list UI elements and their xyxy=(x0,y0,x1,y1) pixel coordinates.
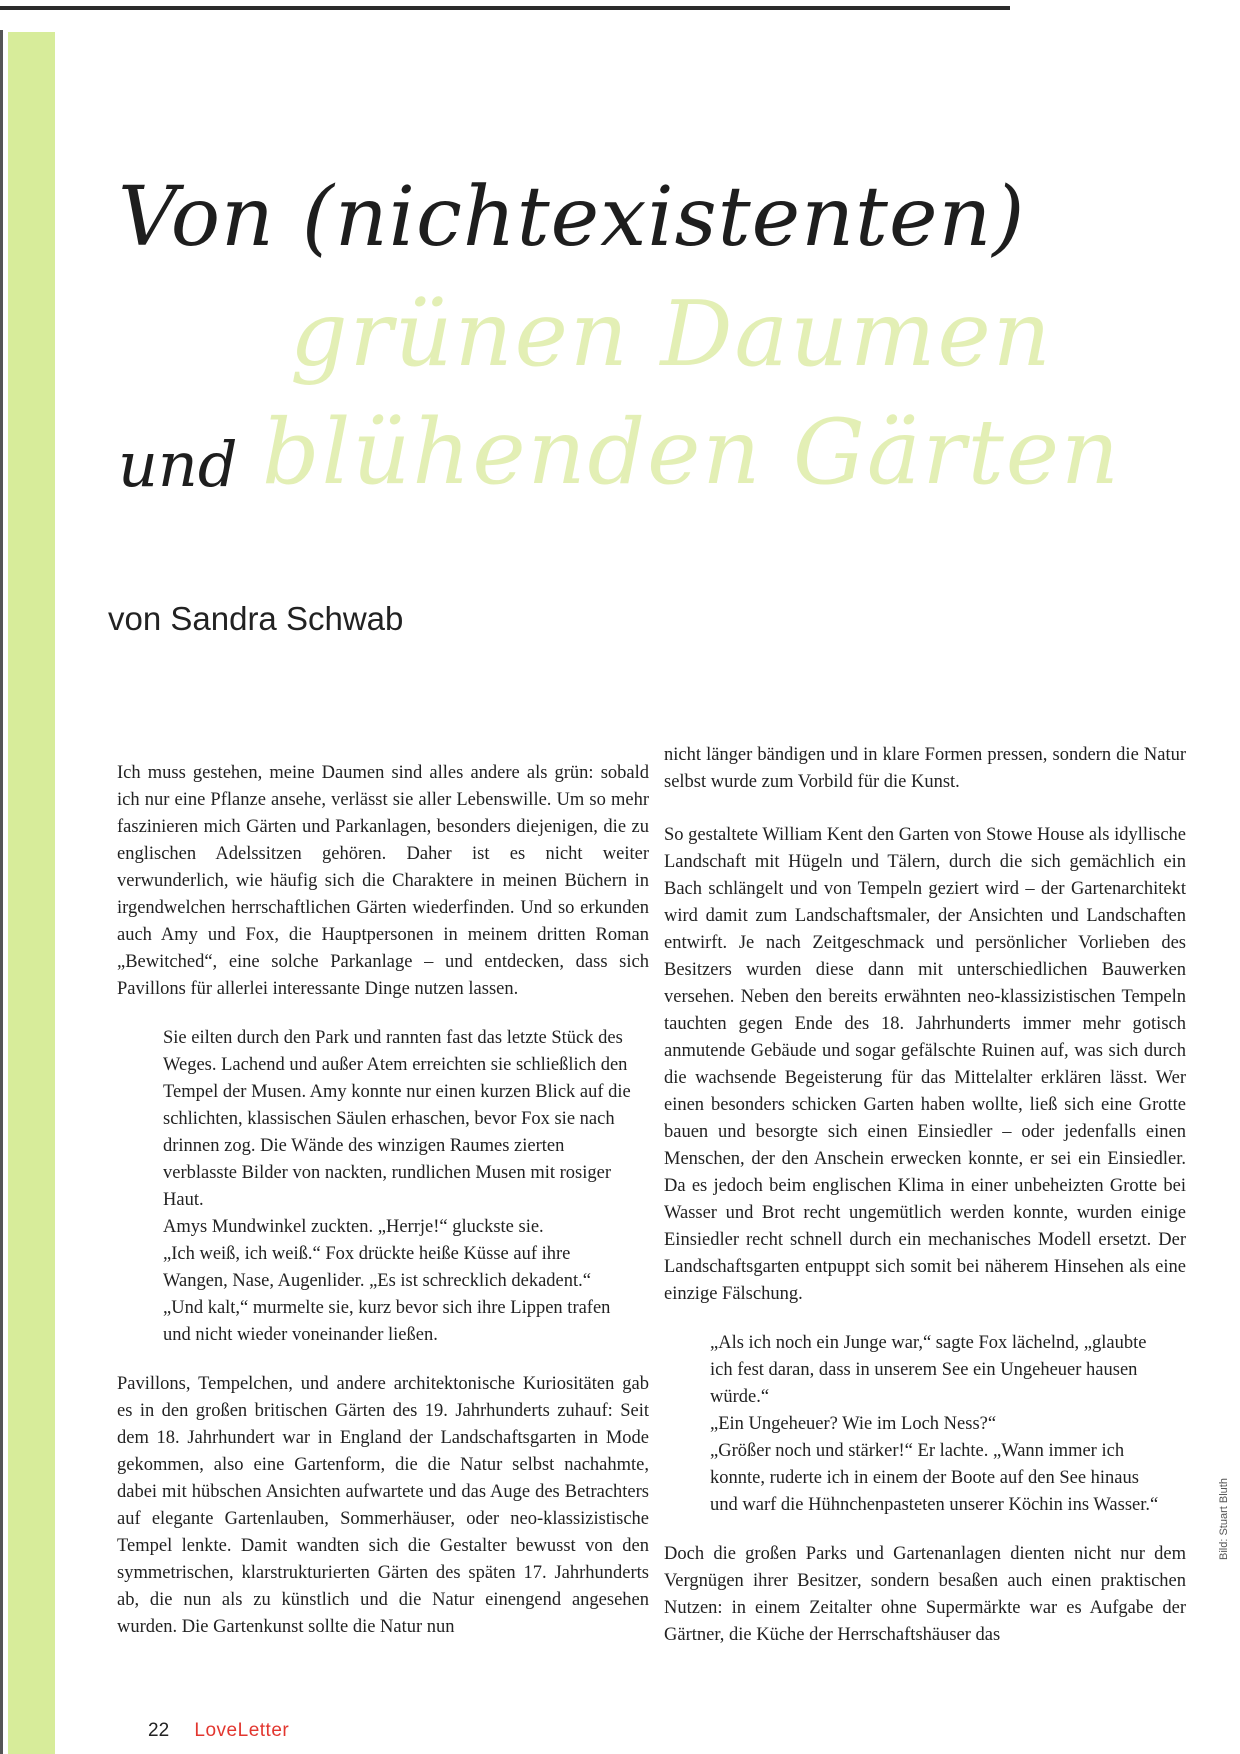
quote-line: „Ein Ungeheuer? Wie im Loch Ness?“ xyxy=(710,1414,997,1434)
top-rule xyxy=(0,0,1010,14)
quote-line: „Und kalt,“ murmelte sie, kurz bevor sich ihre Lippen trafen und nicht wieder voneinander ließen. xyxy=(163,1298,611,1345)
paragraph: Pavillons, Tempelchen, und andere architektonische Kuriositäten gab es in den großen britischen Gärten des 19. Jahrhunderts zuhauf: Seit dem 18. Jahrhundert war in England der Landschaftsgarten in Mode gekommen, also eine Gartenform, die die Natur selbst nachahmte, dabei mit hübschen Ansichten aufwartete und das Auge des Betrachters auf elegante Gartenlauben, Sommerhäuser, oder neo-klassizistische Tempel lenkte. Damit wandten sich die Gestalter bewusst von den symmetrischen, klarstrukturierten Gärten des späten 17. Jahrhunderts ab, die nun als zu künstlich und die Natur einengend angesehen wurden. Die Gartenkunst sollte die Natur nun xyxy=(117,1374,649,1637)
left-color-stripe xyxy=(8,32,55,1754)
quote-line: „Größer noch und stärker!“ Er lachte. „Wann immer ich konnte, ruderte ich in einem der Boote auf den See hinaus und warf die Hühnchenpasteten unserer Köchin ins Wasser.“ xyxy=(710,1441,1159,1515)
title-line-2: grünen Daumen xyxy=(290,282,1053,387)
byline: von Sandra Schwab xyxy=(108,600,404,637)
right-column xyxy=(664,742,1186,1649)
title-und: und xyxy=(118,428,238,501)
page-number: 22 xyxy=(148,1720,170,1741)
left-column xyxy=(117,760,649,1641)
paragraph: nicht länger bändigen und in klare Formen pressen, sondern die Natur selbst wurde zum Vorbild für die Kunst. xyxy=(664,745,1186,792)
title-line-1: Von (nichtexistenten) xyxy=(118,170,1026,265)
magazine-name: LoveLetter xyxy=(194,1720,290,1741)
paragraph: Ich muss gestehen, meine Daumen sind alles andere als grün: sobald ich nur eine Pflanze ansehe, verlässt sie aller Lebenswille. Um so mehr faszinieren mich Gärten und Parkanlagen, besonders diejenigen, die zu englischen Adelssitzen gehören. Daher ist es nicht weiter verwunderlich, wie häufig sich die Charaktere in meinen Büchern in irgendwelchen herrschaftlichen Gärten wiederfinden. Und so erkunden auch Amy und Fox, die Hauptpersonen in meinem dritten Roman „Bewitched“, eine solche Parkanlage – und entdecken, dass sich Pavillons für allerlei interessante Dinge nutzen lassen. xyxy=(117,763,649,999)
quote-line: „Ich weiß, ich weiß.“ Fox drückte heiße Küsse auf ihre Wangen, Nase, Augenlider. „Es ist schrecklich dekadent.“ xyxy=(163,1244,591,1291)
page-footer xyxy=(148,1720,289,1742)
quote-line: Sie eilten durch den Park und rannten fast das letzte Stück des Weges. Lachend und außer Atem erreichten sie schließlich den Tempel der Musen. Amy konnte nur einen kurzen Blick auf die schlichten, klassischen Säulen erhaschen, bevor Fox sie nach drinnen zog. Die Wände des winzigen Raumes zierten verblasste Bilder von nackten, rundlichen Musen mit rosiger Haut. xyxy=(163,1028,631,1210)
excerpt-quote xyxy=(664,1330,1186,1519)
photo-credit: Bild: Stuart Bluth xyxy=(1218,1478,1230,1560)
quote-line: Amys Mundwinkel zuckten. „Herrje!“ gluckste sie. xyxy=(163,1217,544,1237)
quote-line: „Als ich noch ein Junge war,“ sagte Fox lächelnd, „glaubte ich fest daran, dass in unserem See ein Ungeheuer hausen würde.“ xyxy=(710,1333,1147,1407)
title-line-3: blühenden Gärten xyxy=(262,400,1121,505)
paragraph: Doch die großen Parks und Gartenanlagen dienten nicht nur dem Vergnügen ihrer Besitzer, sondern besaßen auch einen praktischen Nutzen: in einem Zeitalter ohne Supermärkte war es Aufgabe der Gärtner, die Küche der Herrschaftshäuser das xyxy=(664,1544,1186,1645)
page-edge xyxy=(0,30,3,1754)
excerpt-quote xyxy=(117,1025,649,1349)
paragraph: So gestaltete William Kent den Garten von Stowe House als idyllische Landschaft mit Hügeln und Tälern, durch die sich gemächlich ein Bach schlängelt und von Tempeln geziert wird – der Gartenarchitekt wird damit zum Landschaftsmaler, der Ansichten und Landschaften entwirft. Je nach Zeitgeschmack und persönlicher Vorlieben des Besitzers wurden diese dann mit unterschiedlichen Bauwerken versehen. Neben den bereits erwähnten neo-klassizistischen Tempeln tauchten gegen Ende des 18. Jahrhunderts immer mehr gotisch anmutende Gebäude und sogar gefälschte Ruinen auf, was sich durch die wachsende Begeisterung für das Mittelalter erklären lässt. Wer einen besonders schicken Garten haben wollte, ließ sich eine Grotte bauen und besorgte sich einen Einsiedler – oder jedenfalls einen Menschen, der den Anschein erwecken konnte, er sei ein Einsiedler. Da es jedoch beim englischen Klima in einer unbeheizten Grotte bei Wasser und Brot recht ungemütlich werden konnte, wurden einige Einsiedler recht schnell durch ein mechanisches Modell ersetzt. Der Landschaftsgarten entpuppt sich somit bei näherem Hinsehen als eine einzige Fälschung. xyxy=(664,825,1186,1304)
